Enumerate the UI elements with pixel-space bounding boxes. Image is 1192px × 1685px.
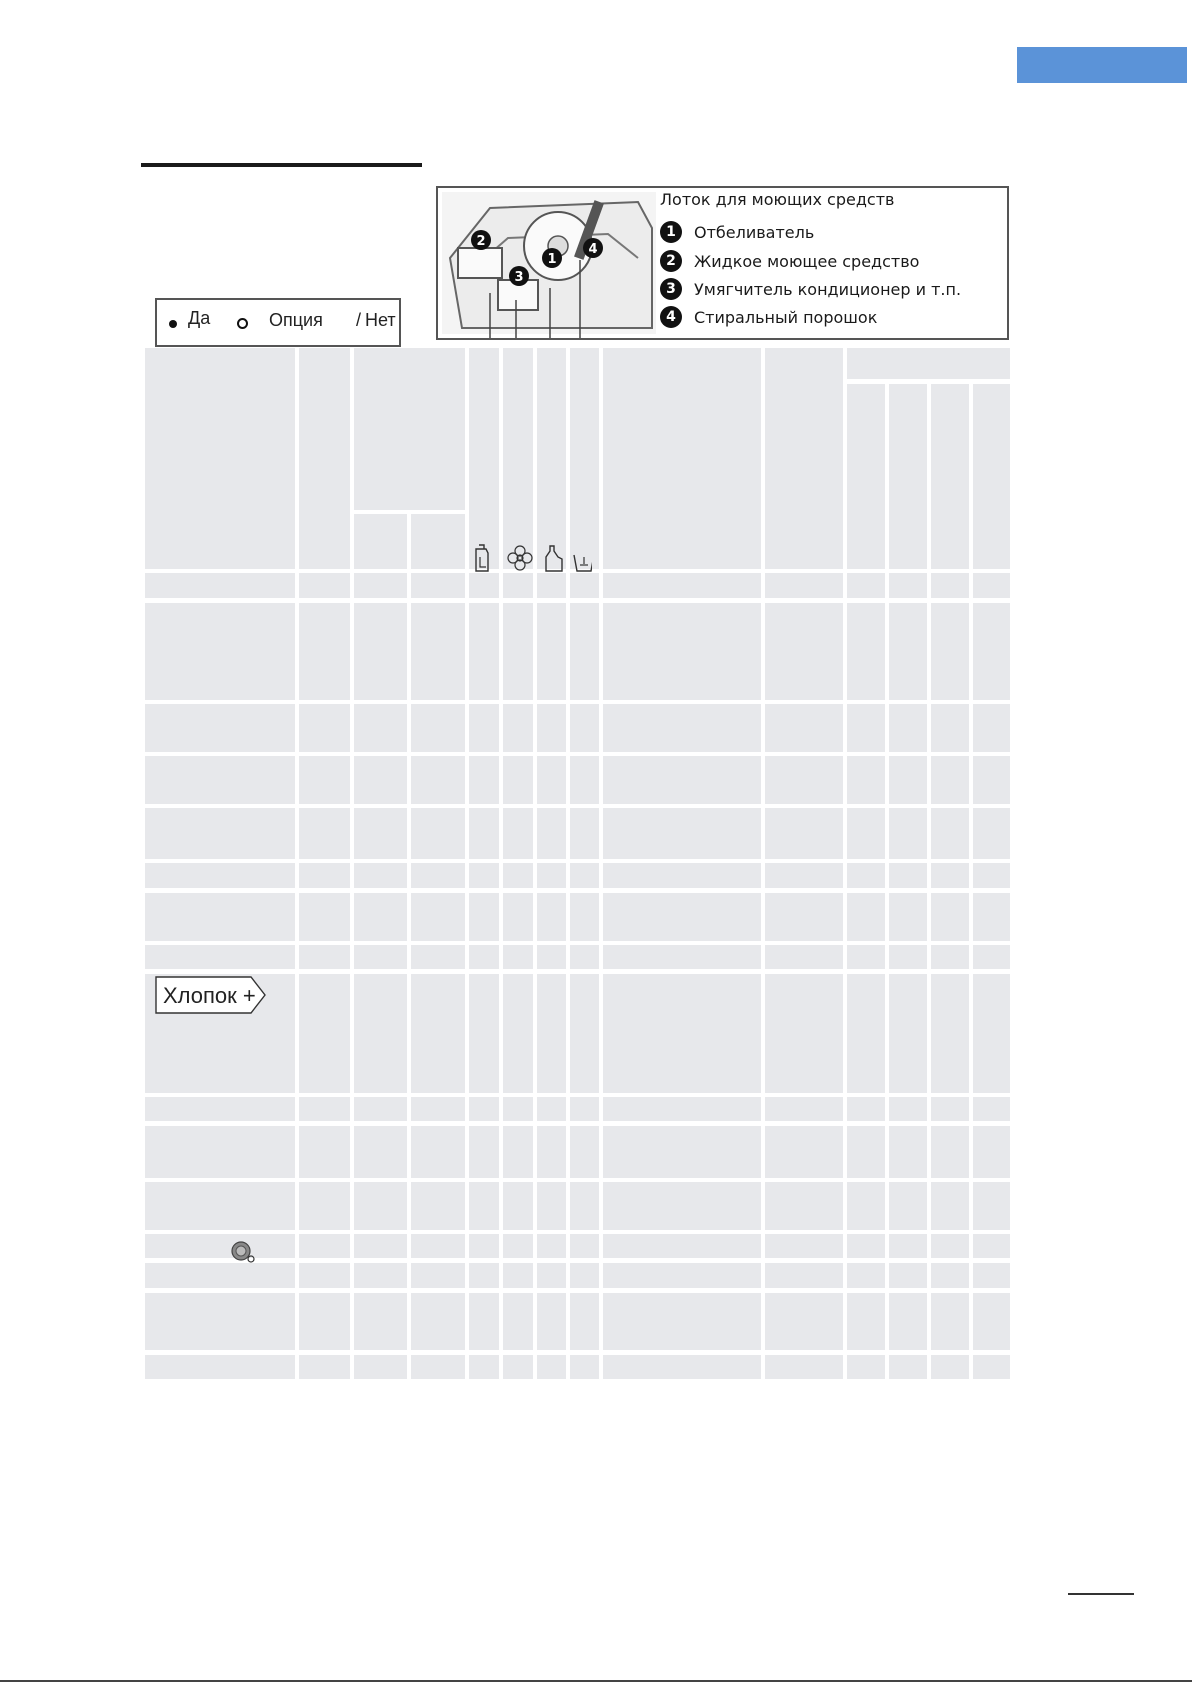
table-cell xyxy=(847,1182,885,1230)
table-cell xyxy=(973,384,1010,569)
table-cell xyxy=(145,1293,295,1350)
table-cell xyxy=(411,808,465,859)
table-cell xyxy=(847,893,885,941)
legend-option-label: Опция xyxy=(269,310,323,330)
table-cell xyxy=(537,348,566,569)
table-cell xyxy=(354,603,407,700)
table-cell xyxy=(411,756,465,804)
table-cell xyxy=(931,808,969,859)
table-cell xyxy=(145,808,295,859)
table-cell xyxy=(354,1126,407,1178)
table-cell xyxy=(354,1355,407,1379)
table-cell xyxy=(765,974,843,1093)
header-icons xyxy=(472,543,592,575)
table-cell xyxy=(469,756,499,804)
table-cell xyxy=(570,1182,599,1230)
table-cell xyxy=(889,384,927,569)
table-cell xyxy=(354,1293,407,1350)
table-cell xyxy=(503,808,533,859)
table-cell xyxy=(570,945,599,969)
program-table xyxy=(145,348,1015,1388)
legend-box xyxy=(155,298,401,347)
table-cell xyxy=(299,1355,350,1379)
table-cell xyxy=(145,945,295,969)
table-cell xyxy=(603,573,761,598)
table-cell xyxy=(889,1234,927,1258)
table-cell xyxy=(537,1182,566,1230)
table-cell xyxy=(469,808,499,859)
table-cell xyxy=(299,603,350,700)
table-cell xyxy=(847,1293,885,1350)
table-cell xyxy=(537,1126,566,1178)
table-cell xyxy=(765,945,843,969)
table-cell xyxy=(537,1355,566,1379)
table-cell xyxy=(765,1293,843,1350)
table-cell xyxy=(765,863,843,888)
table-cell xyxy=(847,945,885,969)
table-cell xyxy=(973,945,1010,969)
table-cell xyxy=(411,1293,465,1350)
table-cell xyxy=(847,808,885,859)
table-cell xyxy=(503,1126,533,1178)
table-cell xyxy=(931,945,969,969)
table-cell xyxy=(570,348,599,569)
svg-text:3: 3 xyxy=(514,270,524,285)
table-cell xyxy=(299,945,350,969)
table-cell xyxy=(299,1097,350,1121)
table-cell xyxy=(931,1263,969,1288)
table-cell xyxy=(847,348,1010,379)
table-cell xyxy=(847,756,885,804)
table-cell xyxy=(973,1097,1010,1121)
table-cell xyxy=(537,1234,566,1258)
svg-text:2: 2 xyxy=(476,234,486,249)
table-cell xyxy=(765,704,843,752)
table-cell xyxy=(503,1182,533,1230)
table-cell xyxy=(847,573,885,598)
table-cell xyxy=(469,573,499,598)
table-cell xyxy=(570,1097,599,1121)
table-cell xyxy=(537,808,566,859)
table-cell xyxy=(931,1097,969,1121)
table-cell xyxy=(411,573,465,598)
table-cell xyxy=(889,1355,927,1379)
table-cell xyxy=(570,603,599,700)
table-cell xyxy=(145,893,295,941)
table-cell xyxy=(354,945,407,969)
table-cell xyxy=(145,1355,295,1379)
table-cell xyxy=(354,573,407,598)
table-cell xyxy=(503,704,533,752)
table-cell xyxy=(354,704,407,752)
table-cell xyxy=(503,974,533,1093)
table-cell xyxy=(931,704,969,752)
table-cell xyxy=(889,945,927,969)
table-cell xyxy=(931,384,969,569)
table-cell xyxy=(847,704,885,752)
table-cell xyxy=(931,863,969,888)
table-cell xyxy=(469,603,499,700)
table-cell xyxy=(889,603,927,700)
table-cell xyxy=(411,863,465,888)
table-cell xyxy=(145,573,295,598)
cotton-plus-label: Хлопок + xyxy=(163,983,256,1008)
table-cell xyxy=(603,348,761,569)
table-cell xyxy=(411,1182,465,1230)
powder-container-icon xyxy=(574,555,592,571)
table-cell xyxy=(570,704,599,752)
table-cell xyxy=(299,808,350,859)
table-cell xyxy=(354,348,465,510)
tray-item-softener xyxy=(660,277,961,301)
footer-rule xyxy=(0,1680,1192,1682)
table-cell xyxy=(469,1263,499,1288)
table-cell xyxy=(889,1097,927,1121)
table-cell xyxy=(847,1097,885,1121)
table-cell xyxy=(603,808,761,859)
table-cell xyxy=(411,974,465,1093)
table-cell xyxy=(765,573,843,598)
table-cell xyxy=(469,348,499,569)
table-cell xyxy=(973,974,1010,1093)
table-cell xyxy=(354,756,407,804)
tray-item-label: Умягчитель кондиционер и т.п. xyxy=(694,279,962,299)
table-cell xyxy=(889,704,927,752)
table-cell xyxy=(469,1126,499,1178)
table-cell xyxy=(537,893,566,941)
table-cell xyxy=(765,1097,843,1121)
table-cell xyxy=(973,573,1010,598)
table-cell xyxy=(973,863,1010,888)
table-cell xyxy=(847,1234,885,1258)
table-cell xyxy=(765,893,843,941)
table-cell xyxy=(354,863,407,888)
table-cell xyxy=(469,893,499,941)
table-cell xyxy=(931,756,969,804)
table-cell xyxy=(411,514,465,569)
table-cell xyxy=(931,974,969,1093)
table-cell xyxy=(469,1355,499,1379)
table-cell xyxy=(299,756,350,804)
table-cell xyxy=(145,756,295,804)
table-cell xyxy=(411,893,465,941)
table-cell xyxy=(973,1234,1010,1258)
section-title-underline xyxy=(141,163,422,167)
table-cell xyxy=(354,808,407,859)
table-cell xyxy=(847,1126,885,1178)
table-cell xyxy=(145,1182,295,1230)
tray-item-label: Стиральный порошок xyxy=(694,307,878,327)
table-cell xyxy=(973,603,1010,700)
table-cell xyxy=(503,1293,533,1350)
yes-dot-icon xyxy=(169,320,177,328)
table-cell xyxy=(469,1293,499,1350)
table-cell xyxy=(354,893,407,941)
table-cell xyxy=(503,1263,533,1288)
table-cell xyxy=(603,863,761,888)
table-cell xyxy=(503,893,533,941)
table-cell xyxy=(299,893,350,941)
table-cell xyxy=(145,348,295,569)
table-cell xyxy=(973,1355,1010,1379)
table-cell xyxy=(889,863,927,888)
table-cell xyxy=(889,974,927,1093)
table-cell xyxy=(145,863,295,888)
table-cell xyxy=(570,974,599,1093)
table-cell xyxy=(145,1097,295,1121)
tray-number: 3 xyxy=(660,278,682,300)
table-cell xyxy=(847,603,885,700)
table-cell xyxy=(537,1097,566,1121)
eco-drum-icon xyxy=(230,1240,256,1264)
table-cell xyxy=(889,1293,927,1350)
table-cell xyxy=(354,974,407,1093)
table-cell xyxy=(354,514,407,569)
table-cell xyxy=(537,1263,566,1288)
table-cell xyxy=(931,1182,969,1230)
table-cell xyxy=(299,348,350,569)
tray-number: 2 xyxy=(660,250,682,272)
table-cell xyxy=(570,1234,599,1258)
table-cell xyxy=(469,704,499,752)
table-cell xyxy=(299,1263,350,1288)
table-cell xyxy=(299,863,350,888)
table-cell xyxy=(570,1126,599,1178)
table-cell xyxy=(765,1126,843,1178)
table-cell xyxy=(603,1293,761,1350)
table-cell xyxy=(411,1263,465,1288)
table-cell xyxy=(537,974,566,1093)
table-cell xyxy=(537,756,566,804)
table-cell xyxy=(354,1097,407,1121)
table-cell xyxy=(299,573,350,598)
table-cell xyxy=(570,1355,599,1379)
table-cell xyxy=(299,974,350,1093)
table-cell xyxy=(537,863,566,888)
table-cell xyxy=(503,573,533,598)
table-cell xyxy=(603,603,761,700)
table-cell xyxy=(537,945,566,969)
table-cell xyxy=(469,1234,499,1258)
table-cell xyxy=(354,1263,407,1288)
table-cell xyxy=(973,893,1010,941)
table-cell xyxy=(889,756,927,804)
table-cell xyxy=(469,974,499,1093)
table-cell xyxy=(354,1182,407,1230)
table-cell xyxy=(411,945,465,969)
table-cell xyxy=(145,1126,295,1178)
table-cell xyxy=(889,1126,927,1178)
table-cell xyxy=(603,704,761,752)
table-cell xyxy=(931,1355,969,1379)
table-cell xyxy=(411,1234,465,1258)
cotton-plus-label-frame xyxy=(155,976,267,1014)
table-cell xyxy=(765,1263,843,1288)
detergent-tray-legend xyxy=(660,188,1005,338)
table-cell xyxy=(889,573,927,598)
table-cell xyxy=(973,1293,1010,1350)
table-cell xyxy=(603,1126,761,1178)
tray-item-liquid xyxy=(660,249,919,273)
table-cell xyxy=(503,1097,533,1121)
table-cell xyxy=(570,1263,599,1288)
tray-item-label: Жидкое моющее средство xyxy=(694,251,920,271)
tray-number: 1 xyxy=(660,221,682,243)
page-number-underline xyxy=(1068,1593,1134,1595)
detergent-tray-panel xyxy=(436,186,1009,340)
svg-text:4: 4 xyxy=(588,242,598,257)
section-tab-marker xyxy=(1017,47,1187,83)
table-cell xyxy=(603,1097,761,1121)
table-cell xyxy=(847,1263,885,1288)
table-cell xyxy=(503,603,533,700)
table-cell xyxy=(765,1182,843,1230)
table-cell xyxy=(889,808,927,859)
table-cell xyxy=(145,1234,295,1258)
table-cell xyxy=(411,1355,465,1379)
table-cell xyxy=(847,1355,885,1379)
table-cell xyxy=(603,974,761,1093)
tray-item-powder xyxy=(660,305,877,329)
table-cell xyxy=(469,1182,499,1230)
table-cell xyxy=(570,756,599,804)
option-ring-icon xyxy=(237,318,248,329)
table-cell xyxy=(537,603,566,700)
table-cell xyxy=(931,573,969,598)
table-cell xyxy=(145,1263,295,1288)
table-cell xyxy=(931,893,969,941)
table-cell xyxy=(299,1293,350,1350)
table-cell xyxy=(973,1126,1010,1178)
table-cell xyxy=(537,704,566,752)
table-cell xyxy=(503,1234,533,1258)
table-cell xyxy=(411,704,465,752)
table-cell xyxy=(603,1355,761,1379)
table-cell xyxy=(145,704,295,752)
table-cell xyxy=(973,808,1010,859)
table-cell xyxy=(603,756,761,804)
table-cell xyxy=(411,1097,465,1121)
svg-text:1: 1 xyxy=(547,252,557,267)
table-cell xyxy=(570,808,599,859)
table-cell xyxy=(765,1355,843,1379)
table-cell xyxy=(889,1263,927,1288)
table-cell xyxy=(603,893,761,941)
legend-yes-label: Да xyxy=(188,308,211,328)
table-cell xyxy=(503,945,533,969)
table-cell xyxy=(469,945,499,969)
table-cell xyxy=(931,603,969,700)
table-cell xyxy=(537,573,566,598)
tray-title: Лоток для моющих средств xyxy=(660,190,895,209)
table-cell xyxy=(765,808,843,859)
table-cell xyxy=(765,1234,843,1258)
table-cell xyxy=(603,945,761,969)
table-cell xyxy=(537,1293,566,1350)
legend-no-symbol: / xyxy=(356,310,362,330)
tray-number: 4 xyxy=(660,306,682,328)
table-cell xyxy=(299,1234,350,1258)
table-cell xyxy=(931,1126,969,1178)
table-cell xyxy=(299,1126,350,1178)
table-cell xyxy=(765,603,843,700)
table-cell xyxy=(603,1263,761,1288)
table-cell xyxy=(603,1182,761,1230)
table-cell xyxy=(411,1126,465,1178)
table-cell xyxy=(973,1182,1010,1230)
table-cell xyxy=(973,1263,1010,1288)
softener-flower-icon xyxy=(508,546,532,570)
table-cell xyxy=(503,756,533,804)
table-cell xyxy=(570,863,599,888)
tray-item-bleach xyxy=(660,220,814,244)
table-cell xyxy=(847,863,885,888)
table-cell xyxy=(973,756,1010,804)
tray-item-label: Отбеливатель xyxy=(694,222,815,242)
table-cell xyxy=(889,1182,927,1230)
table-cell xyxy=(765,756,843,804)
table-cell xyxy=(570,573,599,598)
detergent-tray-illustration xyxy=(438,188,660,338)
table-cell xyxy=(469,863,499,888)
table-cell xyxy=(503,1355,533,1379)
table-cell xyxy=(603,1234,761,1258)
table-cell xyxy=(847,384,885,569)
table-cell xyxy=(765,348,843,569)
liquid-detergent-icon xyxy=(546,546,562,571)
table-cell xyxy=(973,704,1010,752)
table-cell xyxy=(847,974,885,1093)
table-cell xyxy=(354,1234,407,1258)
table-cell xyxy=(570,1293,599,1350)
table-cell xyxy=(889,893,927,941)
table-cell xyxy=(503,863,533,888)
table-cell xyxy=(299,704,350,752)
table-cell xyxy=(469,1097,499,1121)
bleach-bottle-icon xyxy=(476,545,488,571)
table-cell xyxy=(931,1293,969,1350)
table-cell xyxy=(299,1182,350,1230)
table-cell xyxy=(931,1234,969,1258)
table-cell xyxy=(503,348,533,569)
table-cell xyxy=(570,893,599,941)
table-cell xyxy=(411,603,465,700)
legend-no-label: Нет xyxy=(365,310,396,330)
table-cell xyxy=(145,603,295,700)
